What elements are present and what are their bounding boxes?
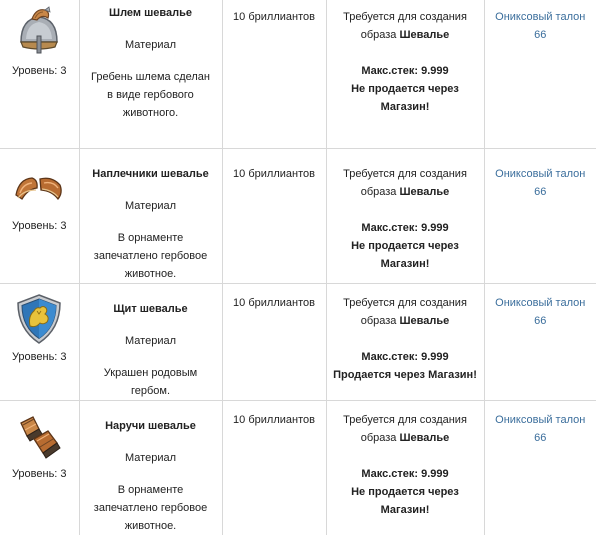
max-stack: Макс.стек: 9.999 <box>327 465 484 483</box>
item-description: Гребень шлема сделан в виде гербового животного. <box>80 68 222 122</box>
table-row <box>0 0 596 149</box>
token-link[interactable]: Ониксовый талон 66 <box>485 165 596 201</box>
item-level: Уровень: 3 <box>0 62 79 80</box>
token-link[interactable]: Ониксовый талон 66 <box>485 294 596 330</box>
item-price: 10 бриллиантов <box>233 11 315 23</box>
item-info-cell <box>79 401 222 535</box>
item-level: Уровень: 3 <box>0 348 79 366</box>
item-name: Шлем шевалье <box>80 0 222 22</box>
usage-target: Шевалье <box>399 186 449 198</box>
item-token-cell <box>484 0 596 149</box>
usage-prefix: Требуется для создания образа <box>343 11 467 41</box>
usage-target: Шевалье <box>399 315 449 327</box>
item-icon-cell <box>0 0 79 149</box>
shop-status: Не продается через Магазин! <box>327 237 484 273</box>
table-row <box>0 401 596 535</box>
max-stack: Макс.стек: 9.999 <box>327 348 484 366</box>
bracers-icon <box>12 409 66 463</box>
item-token-cell <box>484 401 596 535</box>
item-price-cell <box>222 149 326 284</box>
item-usage-cell <box>326 401 484 535</box>
max-stack: Макс.стек: 9.999 <box>327 62 484 80</box>
item-price: 10 бриллиантов <box>233 168 315 180</box>
token-link[interactable]: Ониксовый талон 66 <box>485 411 596 447</box>
max-stack: Макс.стек: 9.999 <box>327 219 484 237</box>
item-level: Уровень: 3 <box>0 465 79 483</box>
item-info-cell <box>79 149 222 284</box>
shop-status: Не продается через Магазин! <box>327 483 484 519</box>
item-type: Материал <box>80 449 222 467</box>
table-row <box>0 284 596 401</box>
shield-icon <box>12 292 66 346</box>
usage-target: Шевалье <box>399 432 449 444</box>
item-price: 10 бриллиантов <box>233 414 315 426</box>
item-info-cell <box>79 0 222 149</box>
item-icon-cell <box>0 401 79 535</box>
item-description: В орнаменте запечатлено гербовое животное. <box>80 481 222 535</box>
shop-status: Не продается через Магазин! <box>327 80 484 116</box>
item-description: В орнаменте запечатлено гербовое животное. <box>80 229 222 283</box>
item-type: Материал <box>80 332 222 350</box>
table-row <box>0 149 596 284</box>
item-name: Щит шевалье <box>80 294 222 318</box>
item-usage-cell <box>326 0 484 149</box>
item-type: Материал <box>80 197 222 215</box>
item-price-cell <box>222 0 326 149</box>
item-name: Наручи шевалье <box>80 411 222 435</box>
usage-target: Шевалье <box>399 29 449 41</box>
pauldrons-icon <box>12 161 66 215</box>
item-info-cell <box>79 284 222 401</box>
shop-status: Продается через Магазин! <box>327 366 484 384</box>
item-name: Наплечники шевалье <box>80 159 222 183</box>
item-icon-cell <box>0 284 79 401</box>
item-usage-cell <box>326 284 484 401</box>
item-price: 10 бриллиантов <box>233 297 315 309</box>
helmet-icon <box>12 6 66 60</box>
usage-prefix: Требуется для создания образа <box>343 414 467 444</box>
item-icon-cell <box>0 149 79 284</box>
usage-prefix: Требуется для создания образа <box>343 297 467 327</box>
token-link[interactable]: Ониксовый талон 66 <box>485 8 596 44</box>
item-price-cell <box>222 401 326 535</box>
item-token-cell <box>484 284 596 401</box>
item-type: Материал <box>80 36 222 54</box>
item-usage-cell <box>326 149 484 284</box>
item-description: Украшен родовым гербом. <box>80 364 222 400</box>
item-token-cell <box>484 149 596 284</box>
usage-prefix: Требуется для создания образа <box>343 168 467 198</box>
item-level: Уровень: 3 <box>0 217 79 235</box>
item-price-cell <box>222 284 326 401</box>
